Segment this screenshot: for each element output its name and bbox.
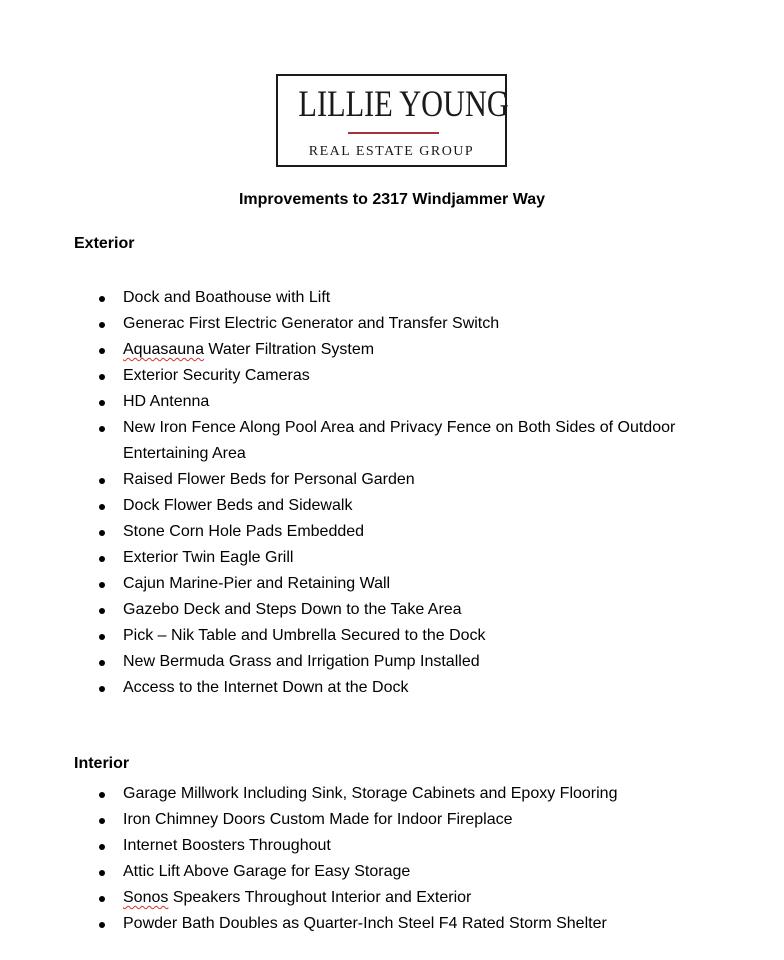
- exterior-item-text: Stone Corn Hole Pads Embedded: [123, 523, 365, 540]
- exterior-list-item: [0, 363, 683, 389]
- bullet-icon: [99, 374, 105, 380]
- company-logo: [276, 74, 507, 167]
- exterior-item-text: Access to the Internet Down at the Dock: [123, 679, 409, 696]
- interior-list-item: [0, 833, 683, 859]
- bullet-icon: [99, 296, 105, 302]
- interior-item-text: Sonos Speakers Throughout Interior and Exterior: [123, 889, 472, 906]
- bullet-icon: [99, 530, 105, 536]
- exterior-list-item: [0, 597, 683, 623]
- exterior-list-item: [0, 571, 683, 597]
- bullet-icon: [99, 582, 105, 588]
- exterior-item-text: Dock and Boathouse with Lift: [123, 289, 331, 306]
- interior-list-item: [0, 781, 683, 807]
- bullet-icon: [99, 400, 105, 406]
- bullet-icon: [99, 608, 105, 614]
- interior-list-item: [0, 885, 683, 911]
- exterior-list-item: [0, 675, 683, 701]
- interior-list-item: [0, 911, 683, 937]
- exterior-item-text: Exterior Twin Eagle Grill: [123, 549, 294, 566]
- interior-item-text: Iron Chimney Doors Custom Made for Indoor Fireplace: [123, 811, 513, 828]
- exterior-item-text: Generac First Electric Generator and Transfer Switch: [123, 315, 500, 332]
- bullet-icon: [99, 922, 105, 928]
- interior-list-item: [0, 807, 683, 833]
- bullet-icon: [99, 634, 105, 640]
- bullet-icon: [99, 478, 105, 484]
- bullet-icon: [99, 348, 105, 354]
- interior-list-item: [0, 859, 683, 885]
- spellcheck-flagged-word: Sonos: [123, 889, 169, 906]
- bullet-icon: [99, 660, 105, 666]
- exterior-list-item: [0, 545, 683, 571]
- logo-name: LILLIE YOUNG: [298, 84, 509, 125]
- logo-accent-rule: [348, 132, 439, 134]
- interior-list: [0, 781, 683, 937]
- exterior-list-item: [0, 389, 683, 415]
- exterior-item-text: Aquasauna Water Filtration System: [123, 341, 375, 358]
- interior-item-text: Powder Bath Doubles as Quarter-Inch Steel F4 Rated Storm Shelter: [123, 915, 607, 932]
- exterior-list-item: [0, 493, 683, 519]
- bullet-icon: [99, 686, 105, 692]
- exterior-item-text: Gazebo Deck and Steps Down to the Take Area: [123, 601, 462, 618]
- exterior-list-item: [0, 337, 683, 363]
- bullet-icon: [99, 322, 105, 328]
- spellcheck-flagged-word: Aquasauna: [123, 341, 204, 358]
- bullet-icon: [99, 426, 105, 432]
- bullet-icon: [99, 818, 105, 824]
- bullet-icon: [99, 556, 105, 562]
- document-title: Improvements to 2317 Windjammer Way: [238, 191, 546, 208]
- bullet-icon: [99, 504, 105, 510]
- exterior-list-item: [0, 311, 683, 337]
- exterior-list-item: [0, 519, 683, 545]
- exterior-item-text: Dock Flower Beds and Sidewalk: [123, 497, 353, 514]
- exterior-item-text: Cajun Marine-Pier and Retaining Wall: [123, 575, 391, 592]
- logo-subtitle: REAL ESTATE GROUP: [308, 144, 475, 159]
- bullet-icon: [99, 870, 105, 876]
- exterior-item-text: Exterior Security Cameras: [123, 367, 310, 384]
- bullet-icon: [99, 896, 105, 902]
- exterior-item-text: Pick – Nik Table and Umbrella Secured to the Dock: [123, 627, 486, 644]
- bullet-icon: [99, 792, 105, 798]
- exterior-list-item: [0, 623, 683, 649]
- exterior-list-item: [0, 467, 683, 493]
- interior-item-text: Attic Lift Above Garage for Easy Storage: [123, 863, 411, 880]
- exterior-list-item: [0, 415, 683, 467]
- exterior-list: [0, 285, 683, 701]
- exterior-item-text: New Iron Fence Along Pool Area and Privacy Fence on Both Sides of Outdoor Entertaining Area: [123, 419, 676, 462]
- exterior-item-text: New Bermuda Grass and Irrigation Pump Installed: [123, 653, 480, 670]
- exterior-heading: Exterior: [74, 235, 135, 252]
- exterior-list-item: [0, 285, 683, 311]
- interior-heading: Interior: [74, 755, 130, 772]
- exterior-list-item: [0, 649, 683, 675]
- bullet-icon: [99, 844, 105, 850]
- exterior-item-text: Raised Flower Beds for Personal Garden: [123, 471, 415, 488]
- interior-item-text: Garage Millwork Including Sink, Storage Cabinets and Epoxy Flooring: [123, 785, 618, 802]
- interior-item-text: Internet Boosters Throughout: [123, 837, 331, 854]
- exterior-item-text: HD Antenna: [123, 393, 210, 410]
